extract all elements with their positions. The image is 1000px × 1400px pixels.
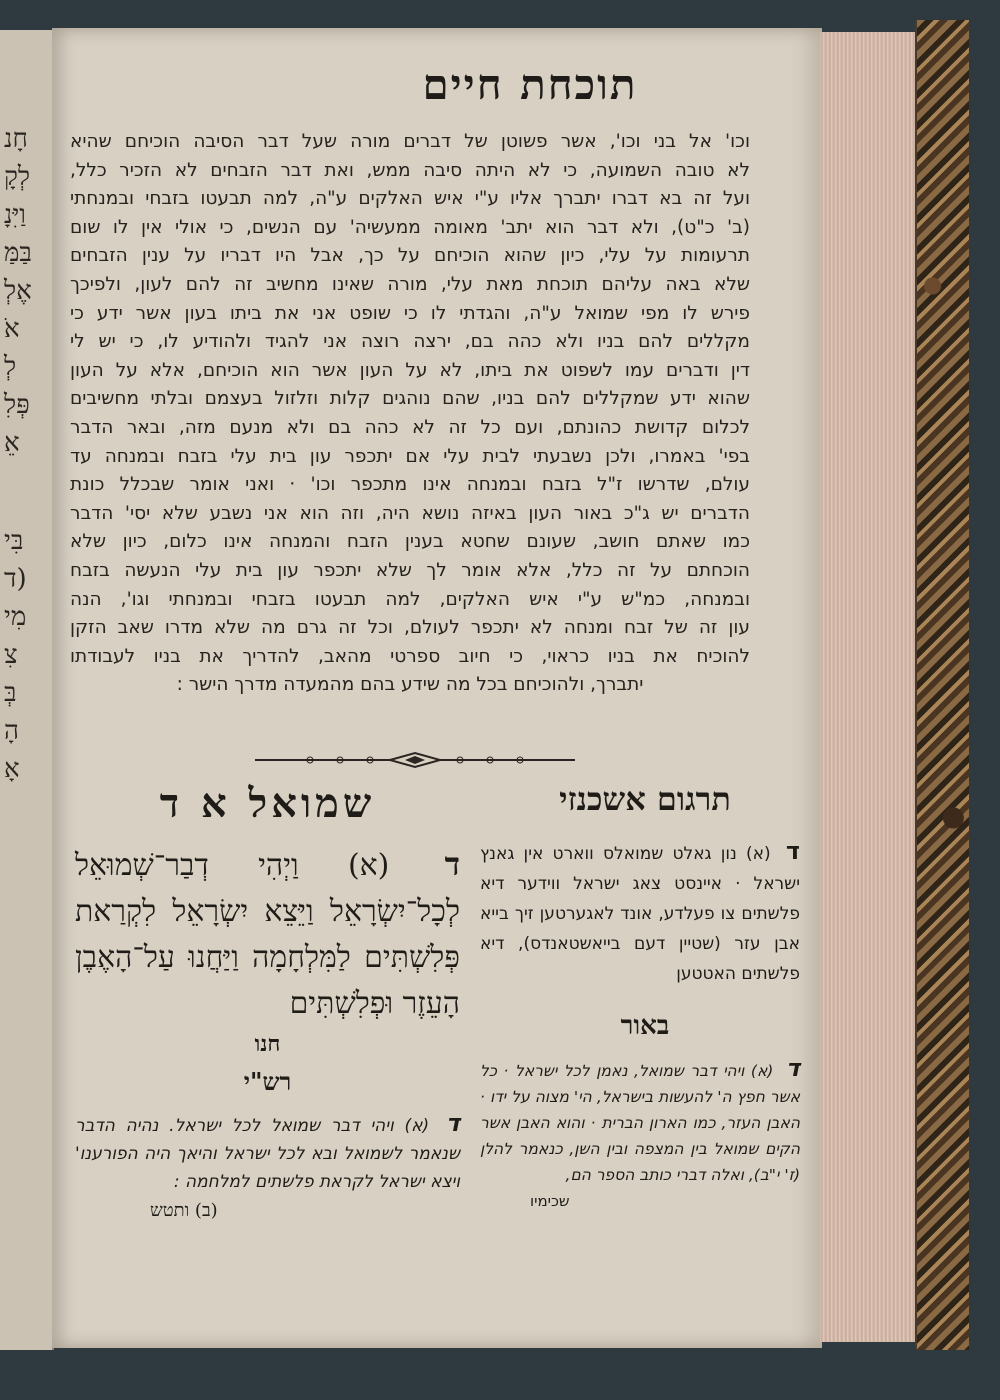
targum-section-letter: ד — [785, 837, 800, 865]
commentary-line: להוכיח את בניו כראוי, כי חיוב ספרטי מהאב, להדריך את בניו לעבודתו — [70, 645, 750, 667]
rashi-text-block — [70, 1109, 465, 1196]
targum-text: (א) נון גאלט שמואלס ווארט אין גאנץ ישראל · איינסט צאג ישראל ווידער דיא פלשתים צו פעלדע, אונד לאגערטען זיך בייא אבן עזר (שטיין דעם בייאשטאנדס), דיא פלשתים האטטען — [480, 844, 800, 984]
rashi-section-letter: ד — [445, 1109, 461, 1137]
left-page-fragment: בַּמַּ — [4, 238, 32, 268]
commentary-line: שהוא ידע שמקללים להם בניו, שהם נוהגים קלות וזלזול בעצמם ובלתי מחשיבים — [70, 388, 750, 410]
commentary-line: בפי' באמרו, ולכן נשבעתי לבית עלי אם יתכפר עון בית עלי בזבח ובמנחה עד — [70, 445, 750, 467]
biur-text-block — [470, 1055, 820, 1188]
commentary-line: לכלום קדושת כהונתם, ועם כל זה לא כהה בם ולא מנעם מזה, ובאר הדבר — [70, 416, 750, 438]
commentary-line: לא טובה השמועה, כי לא היתה סיבה ממש, ואת דבר הזבחים לא הזכיר כלל, — [70, 159, 750, 181]
targum-column — [470, 780, 820, 1210]
left-page-edge — [0, 30, 54, 1350]
left-page-fragment: (ד — [4, 564, 27, 594]
biur-catchword: שכימיו — [530, 1192, 570, 1210]
commentary-line: הדברים יש ג"כ באור העון באיזה נושא היה, וזה הוא אני נשבע שלא יסי' הדבר — [70, 502, 750, 524]
left-page-fragment: אֹ — [4, 314, 20, 344]
left-page-fragment: מִי — [4, 602, 27, 632]
verse-catchword: חנו — [254, 1031, 281, 1057]
commentary-line: ועל זה בא דברו יתברך אליו ע"י איש האלקים ע"ה, למה תבעטו בזבחי ובמנחתי — [70, 188, 750, 210]
scripture-heading: שמואל א ד — [159, 780, 376, 827]
left-page-fragment: אֵ — [4, 428, 20, 458]
commentary-line: כמו שאתם חושב, שעונם שחטא בענין הזבח והמנחה אינו כלום, כיון שלא — [70, 531, 750, 553]
marbled-cover — [915, 20, 969, 1350]
commentary-line: תרעומות על עלי, כיון שהוא הוכיחם על כך, אבל היו דבריו על ענין הזבחים — [70, 245, 750, 267]
targum-text-block — [470, 836, 820, 989]
left-page-fragment: פְּלִ — [4, 390, 30, 420]
verse-text: (א) וַיְהִי דְבַר־שְׁמוּאֵל לְכָל־יִשְׂרָאֵל וַיֵּצֵא יִשְׂרָאֵל לִקְרַאת פְּלִשְׁתִּים לַמִּלְחָמָה וַיַּחֲנוּ עַל־הָאֶבֶן הָעֵזֶר וּפְלִשְׁתִּים — [75, 848, 460, 1021]
page-title: תוכחת חיים — [422, 60, 638, 109]
verse-section-letter: ד — [444, 845, 460, 883]
commentary-block — [70, 128, 750, 700]
commentary-line: (ב' כ"ט), ולא דבר הוא יתב' מאומה ממעשיה' עם הנשים, כי אולי אין לו שום — [70, 216, 750, 238]
left-page-fragment: לְ — [4, 352, 17, 382]
left-page-fragment: בְּ — [4, 678, 17, 708]
biur-text: (א) ויהי דבר שמואל, נאמן לכל ישראל · כל אשר חפץ ה' להעשות בישראל, הי' מצוה על ידו · האבן העזר, כמו הארון הברית · והוא האבן אשר הקים שמואל בין המצפה ובין השן, כנאמר להלן (ז' י"ב), ואלה דברי כותב הספר הם, — [480, 1062, 800, 1184]
rashi-heading: רש"י — [243, 1067, 292, 1096]
commentary-line: ובמנחה, כמ"ש ע"י איש האלקים, למה תבעטו בזבחי ובמנחתי וגו', הנה — [70, 588, 750, 610]
commentary-line: יתברך, ולהוכיחם בכל מה שידע בהם מהמעדה מדרך הישר : — [176, 674, 644, 696]
commentary-line: דין ודברים עמו לשפוט את ביתו, לא על העון אשר הוא הוכיחם, אלא על העון — [70, 359, 750, 381]
biur-section-letter: ד — [785, 1054, 800, 1082]
left-page-fragment: צִ — [4, 640, 18, 670]
left-page-text-fragments — [0, 120, 52, 788]
commentary-line: שלא באה עליהם תוכחת מאת עלי, מורה שאינו מחשיב זה להם לעון, ולפיכך — [70, 273, 750, 295]
targum-heading: תרגום אשכנזי — [559, 780, 731, 818]
commentary-line: מקללים להם בניו ולא כהה בם, ירצה רוצה אני להגיד ולהודיע לו, כי יש לי — [70, 331, 750, 353]
commentary-line: עון זה של זבח ומנחה לא יתכפר לעולם, וכל זה גרם מה שלא מדרו שאב הזקן — [70, 617, 750, 639]
verse-text-block — [70, 841, 465, 1027]
page-edge-stack — [820, 32, 918, 1342]
commentary-line: עולם, שדרשו ז"ל בזבח ובמנחה אינו מתכפר וכו' · ואני אומר שבכלל כונת — [70, 474, 750, 496]
scripture-column — [70, 780, 465, 1221]
biur-heading: באור — [620, 1011, 670, 1041]
rashi-text: (א) ויהי דבר שמואל לכל ישראל. נהיה הדבר שנאמר לשמואל ובא לכל ישראל והיאך היה הפורענו' ויצא ישראל לקראת פלשתים למלחמה : — [75, 1116, 460, 1192]
left-page-fragment: אֶלְ — [4, 276, 32, 306]
commentary-line: פירש לו מפי שמואל ע"ה, והגדתי לו כי שופט אני את ביתו בעון אשר ידע כי — [70, 302, 750, 324]
left-page-fragment: חָנ — [4, 124, 28, 154]
left-page-fragment: הָ — [4, 716, 19, 746]
commentary-line: וכו' אל בני וכו', אשר פשוטן של דברים מורה שעל דבר הסיבה הוכיחם שהיא — [70, 131, 750, 152]
left-page-fragment: לְקָ — [4, 162, 31, 192]
left-page-fragment: וַיִּנָ — [4, 200, 26, 230]
left-page-fragment: בִּי — [4, 526, 24, 556]
rashi-catchword: (ב) ותטש — [150, 1200, 218, 1221]
ornament-divider-icon — [250, 750, 580, 770]
commentary-line: הוכחתם על זה כלל, אלא אומר לך שלא יתכפר עון בית עלי הנעשה בזבח — [70, 559, 750, 581]
left-page-fragment: אָ — [4, 754, 20, 784]
